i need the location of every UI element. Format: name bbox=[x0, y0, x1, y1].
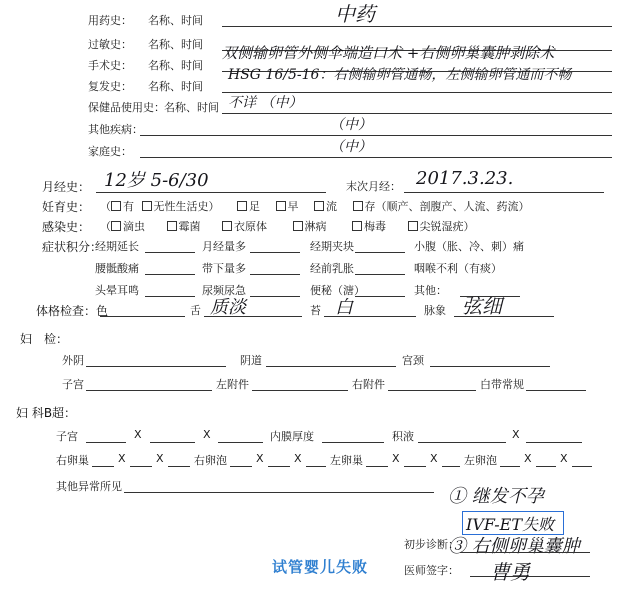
medication-handwritten: 中药 bbox=[335, 2, 375, 26]
health-products-handwritten: 不详 （中） bbox=[228, 95, 303, 111]
us-other: 其他异常所见 bbox=[56, 480, 122, 493]
review-label: 复发史： bbox=[88, 80, 132, 93]
allergy-label: 过敏史： bbox=[88, 38, 132, 51]
family-label: 家庭史： bbox=[88, 145, 132, 158]
sym-r2-2: 经前乳胀 bbox=[310, 262, 354, 275]
health-products-label: 保健品使用史： bbox=[88, 101, 165, 114]
infection-option-gon: 淋病 bbox=[304, 220, 327, 233]
gyn-right-adnexa: 右附件 bbox=[352, 378, 385, 391]
other-disease-handwritten: （中） bbox=[330, 117, 372, 133]
pregnancy-check-yes[interactable] bbox=[111, 201, 121, 211]
watermark-text: 试管婴儿失败 bbox=[272, 558, 369, 576]
last-period-value: 2017.3.23. bbox=[416, 168, 514, 189]
ultrasound-label: 妇 科B超： bbox=[16, 406, 77, 420]
pregnancy-check-early[interactable] bbox=[276, 201, 286, 211]
pregnancy-option-yes: 有 bbox=[123, 200, 134, 213]
surgery-label: 手术史： bbox=[88, 59, 132, 72]
us-x5: X bbox=[156, 452, 164, 465]
pregnancy-option-live: 存（顺产、剖腹产、人流、药流） bbox=[364, 200, 530, 213]
us-x4: X bbox=[118, 452, 126, 465]
sym-r2-3: 咽喉不利（有痰） bbox=[414, 262, 502, 275]
infection-option-syph: 梅毒 bbox=[364, 220, 386, 233]
pregnancy-options: （ 有 无性生活史） 足 早 流 存（顺产、剖腹产、人流、药流） bbox=[100, 200, 530, 213]
diagnosis-item1: ① 继发不孕 bbox=[448, 486, 544, 507]
pregnancy-label: 妊育史： bbox=[42, 200, 91, 214]
surgery-fields: 名称、时间 bbox=[148, 59, 203, 72]
us-x3: X bbox=[512, 428, 520, 441]
us-x2: X bbox=[203, 428, 211, 441]
sym-r3-1: 尿频尿急 bbox=[202, 284, 246, 297]
last-period-label: 末次月经： bbox=[346, 180, 401, 193]
us-right-follicle: 右卵泡 bbox=[194, 454, 227, 467]
sym-r1-0: 经期延长 bbox=[95, 240, 139, 253]
pregnancy-option-full: 足 bbox=[249, 200, 260, 213]
gyn-leucorrhea: 白带常规 bbox=[480, 378, 524, 391]
us-x6: X bbox=[256, 452, 264, 465]
pregnancy-check-live[interactable] bbox=[353, 201, 363, 211]
doctor-signature-label: 医师签字： bbox=[404, 564, 459, 577]
us-endometrium: 内膜厚度 bbox=[270, 430, 314, 443]
medication-fields: 名称、时间 bbox=[148, 14, 203, 27]
diagnosis-label: 初步诊断： bbox=[404, 538, 459, 551]
infection-check-syph[interactable] bbox=[352, 221, 362, 231]
infection-check-mold[interactable] bbox=[167, 221, 177, 231]
infection-option-trich: 滴虫 bbox=[123, 220, 145, 233]
health-products-fields: 名称、时间 bbox=[164, 101, 219, 114]
medication-label: 用药史： bbox=[88, 14, 132, 27]
diagnosis-item3: ③ 右侧卵巢囊肿 bbox=[448, 536, 580, 557]
pregnancy-option-early: 早 bbox=[287, 200, 299, 213]
tongue-value: 质淡 bbox=[210, 297, 246, 318]
us-x9: X bbox=[430, 452, 438, 465]
infection-check-gon[interactable] bbox=[293, 221, 303, 231]
gyn-uterus: 子宫 bbox=[62, 378, 84, 391]
family-line bbox=[140, 157, 612, 158]
menstrual-handwritten: 12岁 5-6/30 bbox=[104, 170, 209, 191]
infection-label: 感染史： bbox=[42, 220, 91, 234]
sym-r3-3: 其他： bbox=[414, 284, 447, 297]
review-handwritten: HSG 16/5-16：右侧输卵管通畅，左侧输卵管通而不畅 bbox=[228, 67, 572, 83]
sym-r1-3: 小腹（胀、冷、刺）痛 bbox=[414, 240, 524, 253]
symptoms-label: 症状积分： bbox=[42, 240, 103, 254]
us-right-ovary: 右卵巢 bbox=[56, 454, 89, 467]
us-x1: X bbox=[134, 428, 142, 441]
gyn-left-adnexa: 左附件 bbox=[216, 378, 249, 391]
doctor-signature: 曹勇 bbox=[490, 560, 530, 584]
pregnancy-check-none[interactable] bbox=[142, 201, 152, 211]
pregnancy-option-none: 无性生活史 bbox=[153, 200, 209, 213]
sym-r1-2: 经期夹块 bbox=[310, 240, 354, 253]
pregnancy-check-abort[interactable] bbox=[314, 201, 324, 211]
sym-r3-0: 头晕耳鸣 bbox=[95, 284, 139, 297]
infection-check-chlam[interactable] bbox=[222, 221, 232, 231]
infection-option-mold: 霉菌 bbox=[178, 220, 201, 233]
allergy-fields: 名称、时间 bbox=[148, 38, 203, 51]
us-x11: X bbox=[560, 452, 568, 465]
us-x10: X bbox=[524, 452, 532, 465]
us-left-ovary: 左卵巢 bbox=[330, 454, 363, 467]
menstrual-label: 月经史： bbox=[42, 180, 91, 194]
infection-option-wart: 尖锐湿疣 bbox=[419, 220, 464, 233]
coat-label: 苔 bbox=[310, 304, 321, 317]
health-products-line bbox=[222, 113, 612, 114]
last-period-line bbox=[404, 192, 604, 193]
sym-r3-2: 便秘（溏） bbox=[310, 284, 365, 297]
other-disease-line bbox=[140, 135, 612, 136]
us-effusion: 积液 bbox=[392, 430, 414, 443]
physical-label: 体格检查：色 bbox=[36, 304, 109, 318]
review-fields: 名称、时间 bbox=[148, 80, 203, 93]
us-x7: X bbox=[294, 452, 302, 465]
surgery-handwritten: 双侧输卵管外侧伞端造口术 +右侧卵巢囊肿剥除术 bbox=[222, 44, 555, 62]
pulse-label: 脉象 bbox=[424, 304, 446, 317]
medication-line bbox=[222, 26, 612, 27]
infection-option-chlam: 衣原体 bbox=[234, 220, 267, 233]
us-left-follicle: 左卵泡 bbox=[464, 454, 497, 467]
gyn-vagina: 阴道 bbox=[240, 354, 262, 367]
gyn-label: 妇 检： bbox=[20, 332, 69, 346]
diagnosis-item2: IVF-ET失败 bbox=[466, 515, 555, 534]
infection-check-trich[interactable] bbox=[111, 221, 121, 231]
tongue-label: 舌 bbox=[190, 304, 201, 317]
pregnancy-check-full[interactable] bbox=[237, 201, 247, 211]
infection-check-wart[interactable] bbox=[408, 221, 418, 231]
us-uterus: 子宫 bbox=[56, 430, 78, 443]
pulse-value: 弦细 bbox=[462, 294, 502, 318]
sym-r1-1: 月经量多 bbox=[202, 240, 246, 253]
gyn-cervix: 宫颈 bbox=[402, 354, 424, 367]
coat-value: 白 bbox=[335, 297, 353, 318]
us-x8: X bbox=[392, 452, 400, 465]
other-disease-label: 其他疾病： bbox=[88, 123, 143, 136]
sym-r2-1: 带下量多 bbox=[202, 262, 246, 275]
sym-r2-0: 腰骶酸痛 bbox=[95, 262, 139, 275]
gyn-vulva: 外阴 bbox=[62, 354, 84, 367]
menstrual-line bbox=[96, 192, 326, 193]
family-handwritten: （中） bbox=[330, 139, 372, 155]
pregnancy-option-abort: 流 bbox=[326, 200, 337, 213]
infection-options: （ 滴虫 霉菌 衣原体 淋病 梅毒 尖锐湿疣） bbox=[100, 220, 475, 233]
